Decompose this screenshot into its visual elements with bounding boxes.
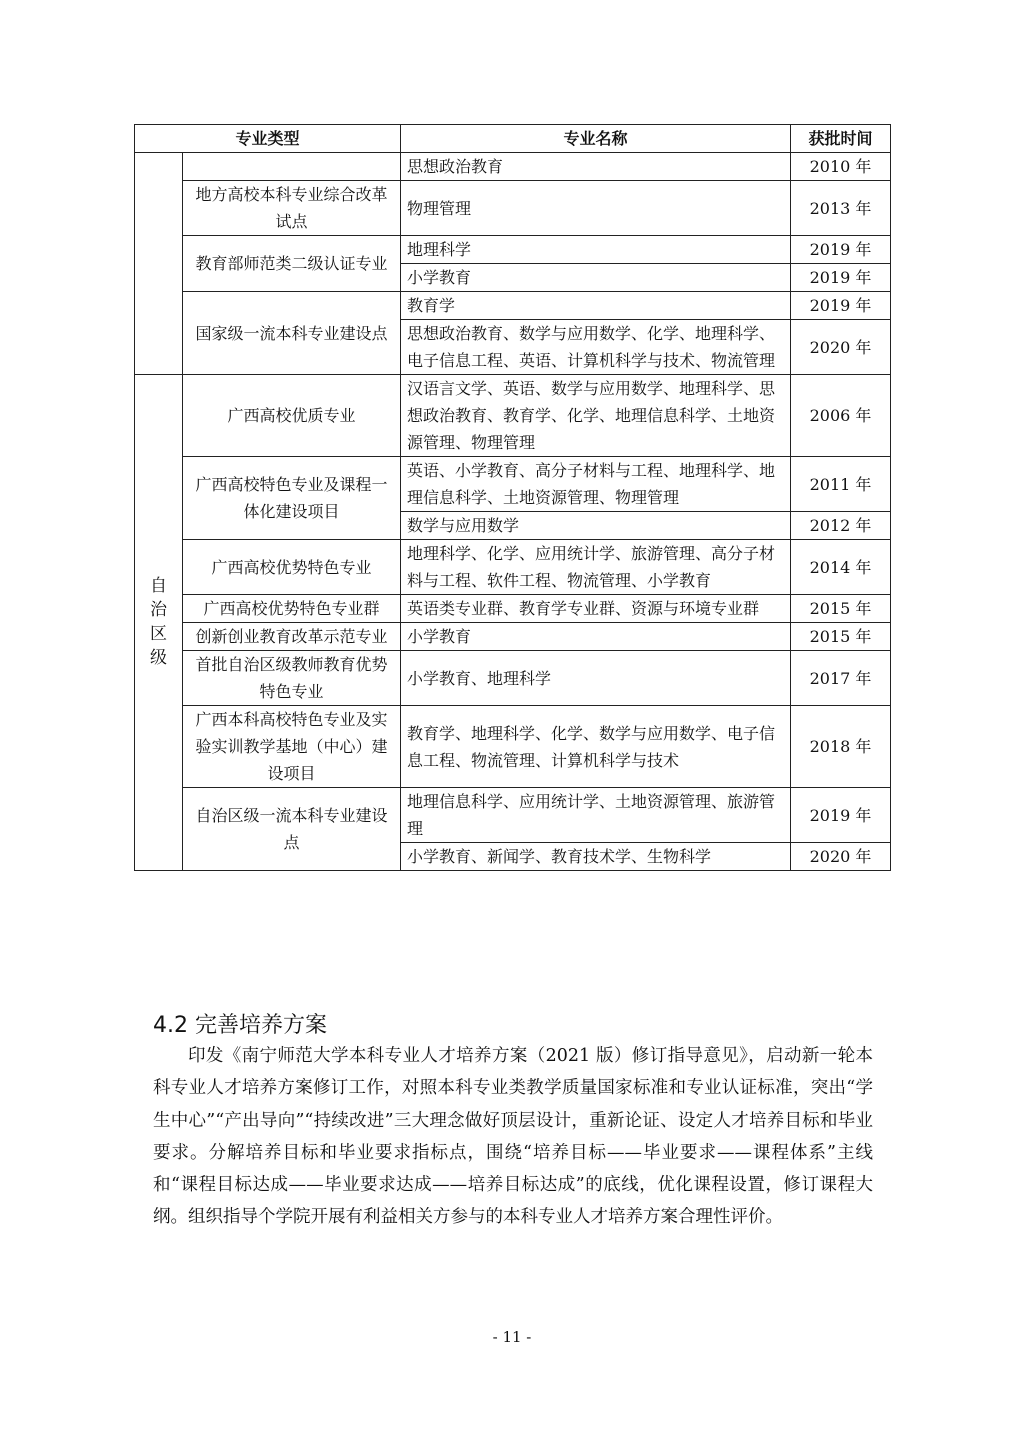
year-cell: 2013 年 <box>791 181 891 236</box>
section-paragraph: 印发《南宁师范大学本科专业人才培养方案（2021 版）修订指导意见》，启动新一轮本科专业人才培养方案修订工作，对照本科专业类教学质量国家标准和专业认证标准，突出“学生中心”“产出导向”“持续改进”三大理念做好顶层设计，重新论证、设定人才培养目标和毕业要求。分解培养目标和毕业要求指标点，围绕“培养目标——毕业要求——课程体系”主线和“课程目标达成——毕业要求达成——培养目标达成”的底线，优化课程设置，修订课程大纲。组织指导个学院开展有利益相关方参与的本科专业人才培养方案合理性评价。 <box>153 1046 873 1228</box>
year-cell: 2020 年 <box>791 843 891 871</box>
major-name-cell: 小学教育、地理科学 <box>401 651 791 706</box>
section-title: 4.2 完善培养方案 <box>153 1013 327 1039</box>
category-cell: 广西高校特色专业及课程一体化建设项目 <box>183 457 401 540</box>
category-cell: 教育部师范类二级认证专业 <box>183 236 401 292</box>
major-name-cell: 教育学 <box>401 292 791 320</box>
table-row <box>135 706 891 788</box>
year-cell: 2019 年 <box>791 236 891 264</box>
table-row <box>135 788 891 843</box>
table-row <box>135 375 891 457</box>
year-cell: 2015 年 <box>791 595 891 623</box>
major-name-cell: 地理科学 <box>401 236 791 264</box>
table-row <box>135 292 891 320</box>
category-cell: 自治区级一流本科专业建设点 <box>183 788 401 871</box>
page-number: - 11 - <box>492 1328 532 1346</box>
table-row <box>135 181 891 236</box>
year-cell: 2006 年 <box>791 375 891 457</box>
major-name-cell: 地理信息科学、应用统计学、土地资源管理、旅游管理 <box>401 788 791 843</box>
major-name-cell: 物理管理 <box>401 181 791 236</box>
major-name-cell: 小学教育 <box>401 264 791 292</box>
major-name-cell: 教育学、地理科学、化学、数学与应用数学、电子信息工程、物流管理、计算机科学与技术 <box>401 706 791 788</box>
major-name-cell: 数学与应用数学 <box>401 512 791 540</box>
year-cell: 2017 年 <box>791 651 891 706</box>
header-type: 专业类型 <box>135 125 401 153</box>
table-row <box>135 540 891 595</box>
table-header-row <box>135 125 891 153</box>
major-name-cell: 英语类专业群、教育学专业群、资源与环境专业群 <box>401 595 791 623</box>
year-cell: 2015 年 <box>791 623 891 651</box>
header-year: 获批时间 <box>791 125 891 153</box>
major-name-cell: 思想政治教育 <box>401 153 791 181</box>
category-cell: 广西高校优质专业 <box>183 375 401 457</box>
category-cell: 首批自治区级教师教育优势特色专业 <box>183 651 401 706</box>
major-name-cell: 思想政治教育、数学与应用数学、化学、地理科学、电子信息工程、英语、计算机科学与技术、物流管理 <box>401 320 791 375</box>
year-cell: 2018 年 <box>791 706 891 788</box>
major-name-cell: 小学教育 <box>401 623 791 651</box>
year-cell: 2019 年 <box>791 264 891 292</box>
year-cell: 2011 年 <box>791 457 891 512</box>
major-name-cell: 汉语言文学、英语、数学与应用数学、地理科学、思想政治教育、教育学、化学、地理信息科学、土地资源管理、物理管理 <box>401 375 791 457</box>
year-cell: 2010 年 <box>791 153 891 181</box>
category-cell: 创新创业教育改革示范专业 <box>183 623 401 651</box>
major-name-cell: 英语、小学教育、高分子材料与工程、地理科学、地理信息科学、土地资源管理、物理管理 <box>401 457 791 512</box>
major-name-cell: 地理科学、化学、应用统计学、旅游管理、高分子材料与工程、软件工程、物流管理、小学教育 <box>401 540 791 595</box>
table-row <box>135 623 891 651</box>
header-name: 专业名称 <box>401 125 791 153</box>
major-name-cell: 小学教育、新闻学、教育技术学、生物科学 <box>401 843 791 871</box>
table-row <box>135 651 891 706</box>
category-cell <box>183 153 401 181</box>
category-cell: 地方高校本科专业综合改革试点 <box>183 181 401 236</box>
level-cell-national <box>135 153 183 375</box>
majors-table <box>134 124 891 871</box>
table-row <box>135 457 891 512</box>
category-cell: 广西高校优势特色专业 <box>183 540 401 595</box>
year-cell: 2012 年 <box>791 512 891 540</box>
category-cell: 国家级一流本科专业建设点 <box>183 292 401 375</box>
table-row <box>135 153 891 181</box>
year-cell: 2019 年 <box>791 788 891 843</box>
table-row <box>135 236 891 264</box>
year-cell: 2014 年 <box>791 540 891 595</box>
year-cell: 2019 年 <box>791 292 891 320</box>
level-cell-regional: 自治区级 <box>135 375 183 871</box>
table-row <box>135 595 891 623</box>
category-cell: 广西高校优势特色专业群 <box>183 595 401 623</box>
year-cell: 2020 年 <box>791 320 891 375</box>
category-cell: 广西本科高校特色专业及实验实训教学基地（中心）建设项目 <box>183 706 401 788</box>
